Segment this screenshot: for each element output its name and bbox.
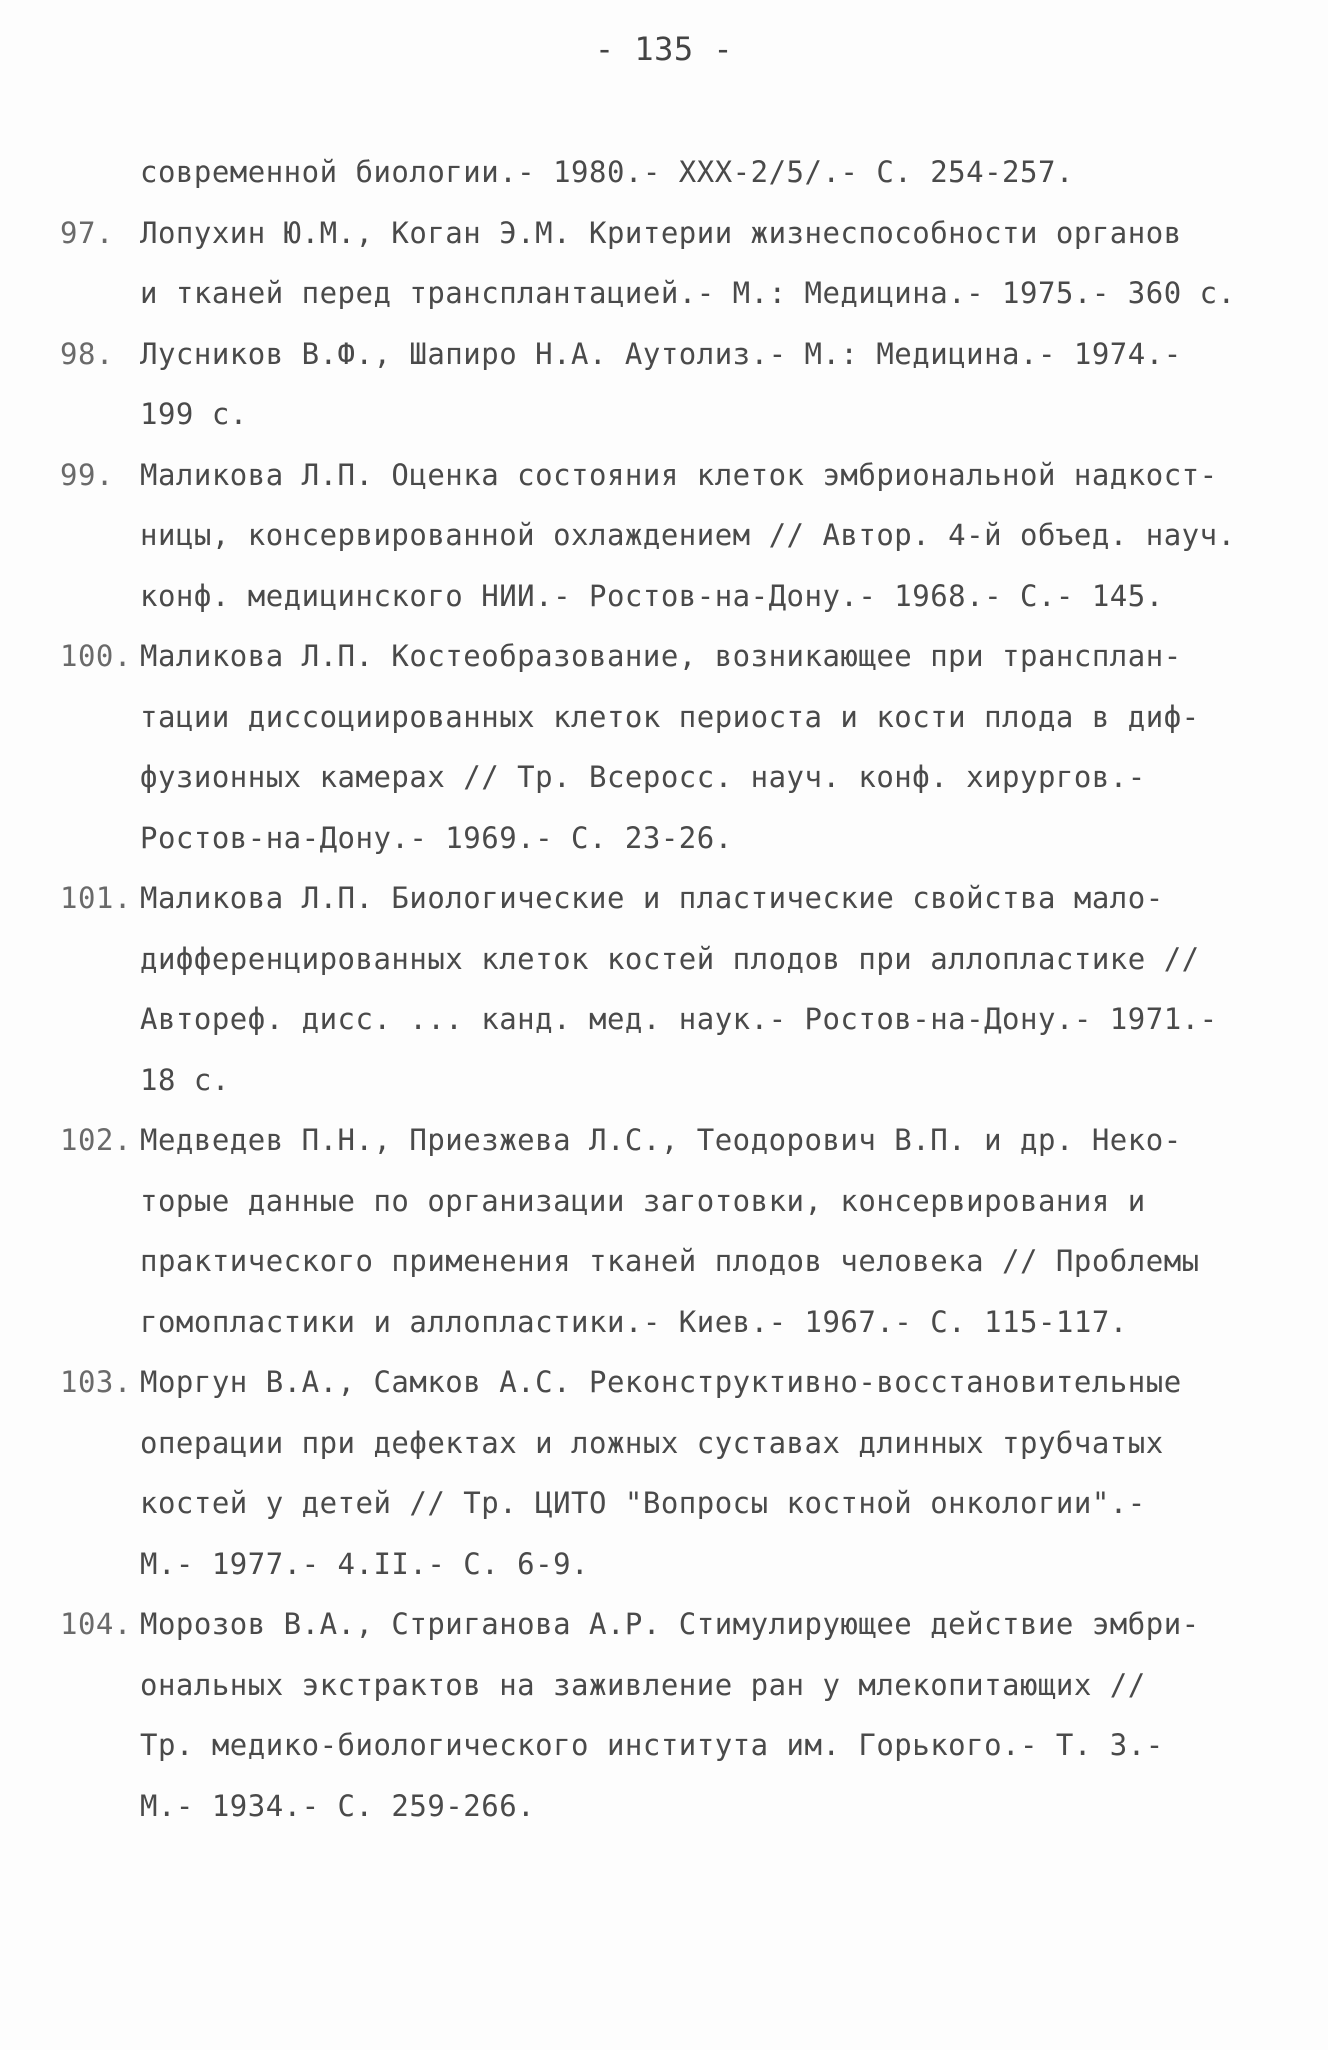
reference-text: и тканей перед трансплантацией.- М.: Медицина.- 1975.- 360 с.: [140, 276, 1236, 310]
reference-line: [60, 1413, 1270, 1474]
reference-line: [60, 1776, 1270, 1837]
reference-number: 103.: [60, 1365, 132, 1399]
reference-line: [60, 868, 1270, 929]
reference-text: гомопластики и аллопластики.- Киев.- 1967.- С. 115-117.: [140, 1304, 1128, 1339]
reference-entry: [60, 626, 1270, 868]
reference-entry: [60, 203, 1270, 324]
reference-text: Тр. медико-биологического института им. Горького.- Т. 3.-: [140, 1728, 1164, 1762]
reference-text: фузионных камерах // Тр. Всеросс. науч. конф. хирургов.-: [140, 760, 1146, 794]
reference-line: [60, 1231, 1270, 1292]
reference-text: тации диссоциированных клеток периоста и кости плода в диф-: [140, 699, 1200, 734]
reference-line: [60, 1110, 1270, 1171]
reference-entry: [60, 1352, 1270, 1594]
reference-line: [60, 1594, 1270, 1655]
reference-text: костей у детей // Тр. ЦИТО "Вопросы костной онкологии".-: [140, 1486, 1146, 1520]
reference-text: ницы, консервированной охлаждением // Автор. 4-й объед. науч.: [140, 518, 1236, 552]
reference-line: [60, 989, 1270, 1050]
reference-line: [60, 1715, 1270, 1776]
reference-number: 104.: [60, 1607, 132, 1641]
reference-text: Маликова Л.П. Биологические и пластические свойства мало-: [140, 881, 1164, 915]
reference-entry: [60, 142, 1270, 203]
reference-line: [60, 505, 1270, 566]
reference-text: М.- 1934.- С. 259-266.: [140, 1788, 536, 1823]
reference-text: современной биологии.- 1980.- XXX-2/5/.- С. 254-257.: [140, 155, 1074, 189]
reference-line: [60, 626, 1270, 687]
reference-number: 99.: [60, 457, 114, 492]
reference-text: М.- 1977.- 4.II.- С. 6-9.: [140, 1546, 589, 1581]
reference-text: Маликова Л.П. Оценка состояния клеток эмбриональной надкост-: [140, 457, 1218, 492]
reference-text: Морозов В.А., Стриганова А.Р. Стимулирующее действие эмбри-: [140, 1607, 1200, 1641]
reference-line: [60, 445, 1270, 506]
reference-text: ональных экстрактов на заживление ран у млекопитающих //: [140, 1667, 1146, 1702]
reference-list: [60, 142, 1270, 1836]
reference-text: Автореф. дисс. ... канд. мед. наук.- Ростов-на-Дону.- 1971.-: [140, 1002, 1218, 1036]
reference-text: Моргун В.А., Самков А.С. Реконструктивно-восстановительные: [140, 1365, 1182, 1399]
reference-line: [60, 142, 1270, 203]
reference-number: 97.: [60, 215, 114, 250]
reference-text: 18 с.: [140, 1062, 230, 1097]
reference-line: [60, 566, 1270, 627]
reference-number: 98.: [60, 336, 114, 371]
reference-line: [60, 263, 1270, 324]
reference-text: конф. медицинского НИИ.- Ростов-на-Дону.- 1968.- С.- 145.: [140, 578, 1164, 613]
reference-line: [60, 203, 1270, 264]
reference-number: 102.: [60, 1123, 132, 1157]
reference-entry: [60, 1594, 1270, 1836]
reference-text: Медведев П.Н., Приезжева Л.С., Теодорович В.П. и др. Неко-: [140, 1123, 1182, 1157]
reference-entry: [60, 324, 1270, 445]
reference-line: [60, 384, 1270, 445]
reference-line: [60, 1473, 1270, 1534]
reference-text: Лусников В.Ф., Шапиро Н.А. Аутолиз.- М.: Медицина.- 1974.-: [140, 336, 1182, 371]
reference-line: [60, 1534, 1270, 1595]
reference-text: Маликова Л.П. Костеобразование, возникающее при трансплан-: [140, 639, 1182, 673]
reference-text: дифференцированных клеток костей плодов при аллопластике //: [140, 941, 1200, 976]
reference-text: операции при дефектах и ложных суставах длинных трубчатых: [140, 1425, 1164, 1460]
reference-text: Лопухин Ю.М., Коган Э.М. Критерии жизнеспособности органов: [140, 215, 1182, 250]
reference-number: 101.: [60, 881, 132, 915]
reference-line: [60, 929, 1270, 990]
reference-text: торые данные по организации заготовки, консервирования и: [140, 1183, 1146, 1218]
reference-entry: [60, 1110, 1270, 1352]
reference-line: [60, 687, 1270, 748]
reference-line: [60, 1050, 1270, 1111]
reference-text: практического применения тканей плодов человека // Проблемы: [140, 1244, 1200, 1278]
reference-line: [60, 324, 1270, 385]
reference-line: [60, 808, 1270, 869]
reference-line: [60, 1171, 1270, 1232]
reference-entry: [60, 445, 1270, 627]
reference-text: 199 с.: [140, 397, 248, 431]
reference-entry: [60, 868, 1270, 1110]
page-number: - 135 -: [594, 30, 734, 68]
reference-line: [60, 1292, 1270, 1353]
reference-number: 100.: [60, 639, 132, 673]
reference-line: [60, 747, 1270, 808]
reference-text: Ростов-на-Дону.- 1969.- С. 23-26.: [140, 820, 733, 855]
reference-line: [60, 1352, 1270, 1413]
reference-line: [60, 1655, 1270, 1716]
